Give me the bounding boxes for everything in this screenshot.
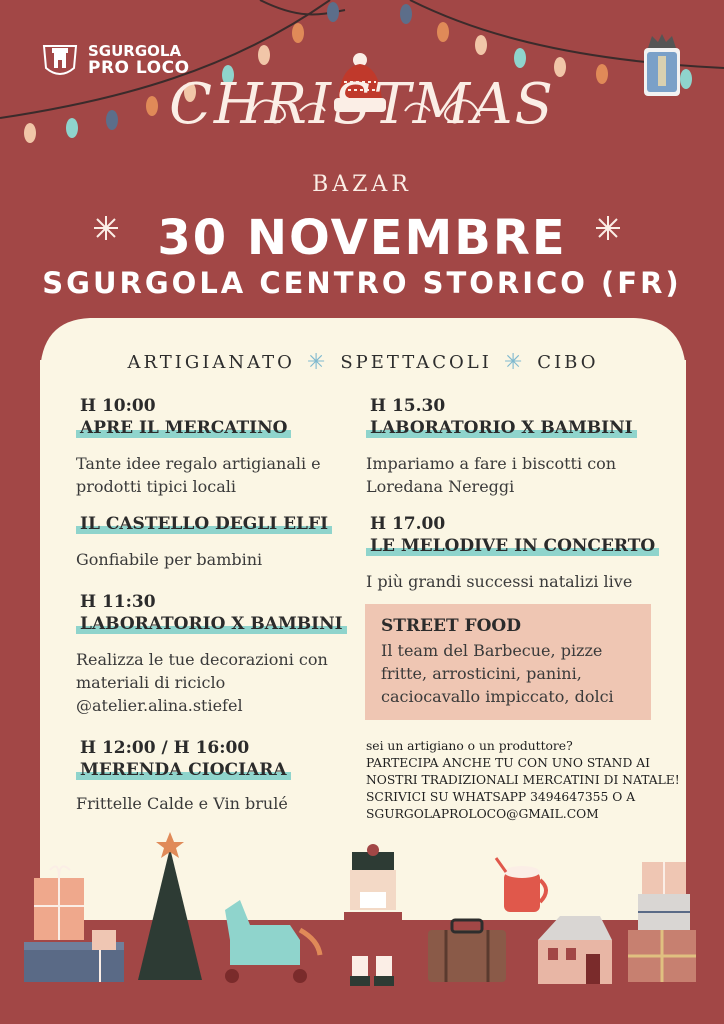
rocking-horse-icon <box>222 900 320 983</box>
gift-boxes-icon <box>24 866 124 982</box>
event-title: LE MELODIVE IN CONCERTO <box>366 536 659 556</box>
event-description: I più grandi successi natalizi live <box>366 572 633 591</box>
house-icon <box>538 916 612 984</box>
event-time: H 17.00 <box>370 514 446 534</box>
event-time: H 10:00 <box>80 396 156 416</box>
event-title: LABORATORIO X BAMBINI <box>76 614 347 634</box>
event-time: H 15.30 <box>370 396 446 416</box>
event-time: H 11:30 <box>80 592 156 612</box>
street-food-box <box>365 604 651 720</box>
logo-line-1: SGURGOLA <box>88 42 182 60</box>
snowflake-icon: ✳ <box>503 350 526 375</box>
event-description: Realizza le tue decorazioni con materiali di riciclo @atelier.alina.stiefel <box>76 650 328 715</box>
christmas-tree-icon <box>138 832 202 980</box>
event-title: IL CASTELLO DEGLI ELFI <box>76 514 332 534</box>
vendor-call-to-action <box>366 738 686 823</box>
event-date: 30 NOVEMBRE <box>157 210 567 266</box>
nutcracker-icon <box>344 844 402 986</box>
hot-chocolate-mug-icon <box>496 858 546 912</box>
event-description: Tante idee regalo artigianali e prodotti tipici locali <box>76 454 321 496</box>
event-title: LABORATORIO X BAMBINI <box>366 418 637 438</box>
event-title: MERENDA CIOCIARA <box>76 760 291 780</box>
event-title: APRE IL MERCATINO <box>76 418 291 438</box>
event-description: Impariamo a fare i biscotti con Loredana Nereggi <box>366 454 617 496</box>
category-spettacoli: SPETTACOLI <box>340 352 492 373</box>
event-description: Gonfiabile per bambini <box>76 550 263 569</box>
event-description: Frittelle Calde e Vin brulé <box>76 794 288 813</box>
event-time: H 12:00 / H 16:00 <box>80 738 250 758</box>
category-artigianato: ARTIGIANATO <box>127 352 295 373</box>
categories-bar <box>40 350 686 375</box>
suitcase-icon <box>428 920 506 982</box>
title-bazar: BAZAR <box>312 172 412 197</box>
street-food-description: Il team del Barbecue, pizze fritte, arrosticini, panini, caciocavallo impiccato, dolci <box>381 641 614 706</box>
cta-question: sei un artigiano o un produttore? <box>366 739 573 753</box>
category-cibo: CIBO <box>537 352 599 373</box>
bottom-decorations <box>0 830 724 1024</box>
event-place: SGURGOLA CENTRO STORICO (FR) <box>42 266 682 300</box>
gift-stack-icon <box>628 862 696 982</box>
street-food-title: STREET FOOD <box>381 616 521 636</box>
title-christmas: CHRISTMAS <box>169 72 555 137</box>
cta-text: PARTECIPA ANCHE TU CON UNO STAND AI NOSTRI TRADIZIONALI MERCATINI DI NATALE! SCRIVICI SU WHATSAPP 3494647355 O A SGURGOLAPROLOCO@GMAIL.COM <box>366 756 680 821</box>
snowflake-icon: ✳ <box>306 350 329 375</box>
logo-line-2: PRO LOCO <box>88 58 190 78</box>
